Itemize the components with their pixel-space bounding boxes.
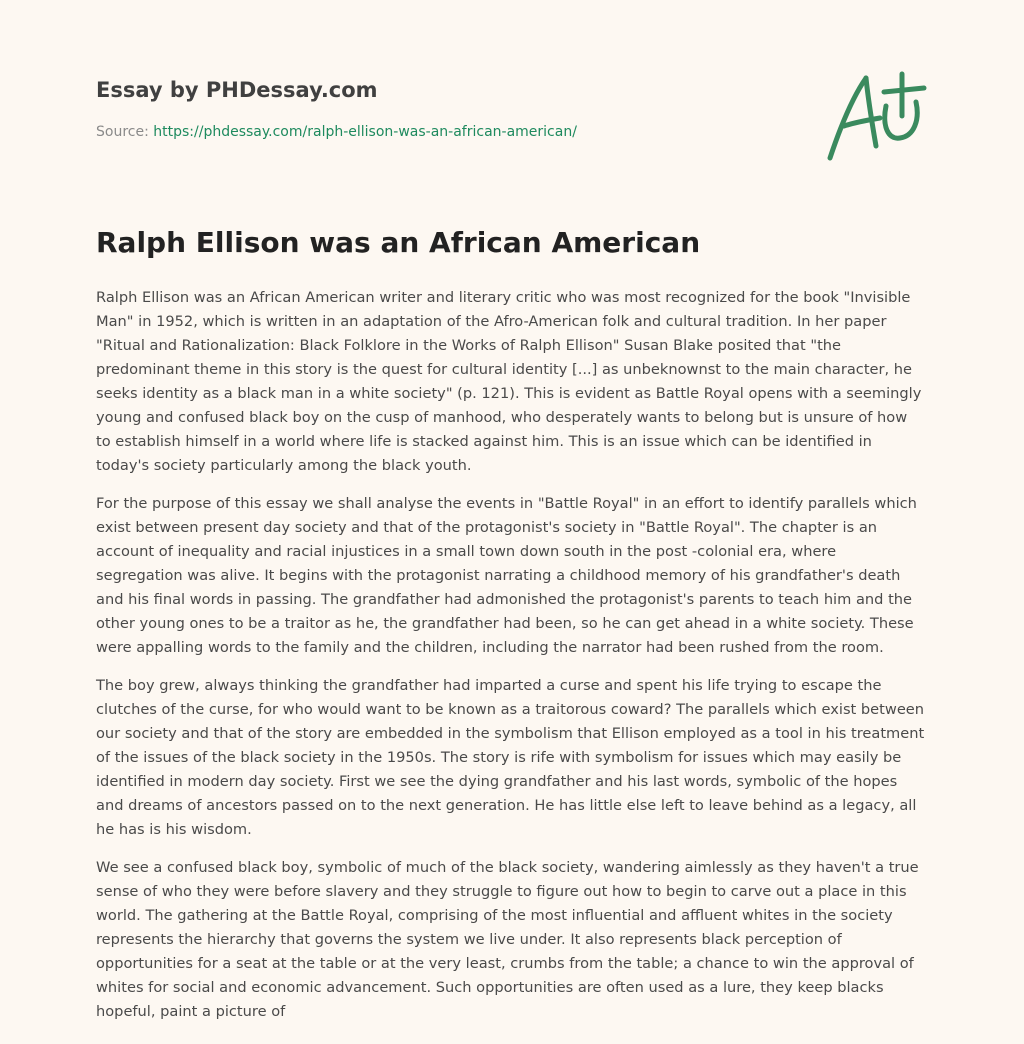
source-line	[96, 124, 577, 140]
essay-body	[96, 286, 926, 1038]
essay-title: Ralph Ellison was an African American	[96, 226, 701, 259]
essay-paragraph: Ralph Ellison was an African American writer and literary critic who was most recognized for the book "Invisible Man" in 1952, which is written in an adaptation of the Afro-American folk and cultural tradition. In her paper "Ritual and Rationalization: Black Folklore in the Works of Ralph Ellison" Susan Blake posited that "the predominant theme in this story is the quest for cultural identity [...] as unbeknownst to the main character, he seeks identity as a black man in a white society" (p. 121). This is evident as Battle Royal opens with a seemingly young and confused black boy on the cusp of manhood, who desperately wants to belong but is unsure of how to establish himself in a world where life is stacked against him. This is an issue which can be identified in today's society particularly among the black youth.	[96, 289, 922, 474]
logo-a-right-stroke	[866, 78, 876, 146]
source-label: Source:	[96, 124, 154, 140]
logo-plus-horizontal	[884, 88, 924, 92]
source-link[interactable]: https://phdessay.com/ralph-ellison-was-an-african-american/	[153, 124, 577, 140]
essay-paragraph: For the purpose of this essay we shall analyse the events in "Battle Royal" in an effort to identify parallels which exist between present day society and that of the protagonist's society in "Battle Royal". The chapter is an account of inequality and racial injustices in a small town down south in the post -colonial era, where segregation was alive. It begins with the protagonist narrating a childhood memory of his grandfather's death and his final words in passing. The grandfather had admonished the protagonist's parents to teach him and the other young ones to be a traitor as he, the grandfather had been, so he can get ahead in a white society. These were appalling words to the family and the children, including the narrator had been rushed from the room.	[96, 495, 917, 656]
site-title: Essay by PHDessay.com	[96, 78, 378, 102]
essay-paragraph: The boy grew, always thinking the grandfather had imparted a curse and spent his life trying to escape the clutches of the curse, for who would want to be known as a traitorous coward? The parallels which exist between our society and that of the story are embedded in the symbolism that Ellison employed as a tool in his treatment of the issues of the black society in the 1950s. The story is rife with symbolism for issues which may easily be identified in modern day society. First we see the dying grandfather and his last words, symbolic of the hopes and dreams of ancestors passed on to the next generation. He has little else left to leave behind as a legacy, all he has is his wisdom.	[96, 677, 925, 838]
a-plus-logo-icon	[822, 68, 932, 168]
logo-a-left-stroke	[830, 78, 866, 158]
essay-paragraph: We see a confused black boy, symbolic of much of the black society, wandering aimlessly as they haven't a true sense of who they were before slavery and they struggle to figure out how to begin to carve out a place in this world. The gathering at the Battle Royal, comprising of the most influential and affluent whites in the society represents the hierarchy that governs the system we live under. It also represents black perception of opportunities for a seat at the table or at the very least, crumbs from the table; a chance to win the approval of whites for social and economic advancement. Such opportunities are often used as a lure, they keep blacks hopeful, paint a picture of	[96, 859, 919, 1020]
